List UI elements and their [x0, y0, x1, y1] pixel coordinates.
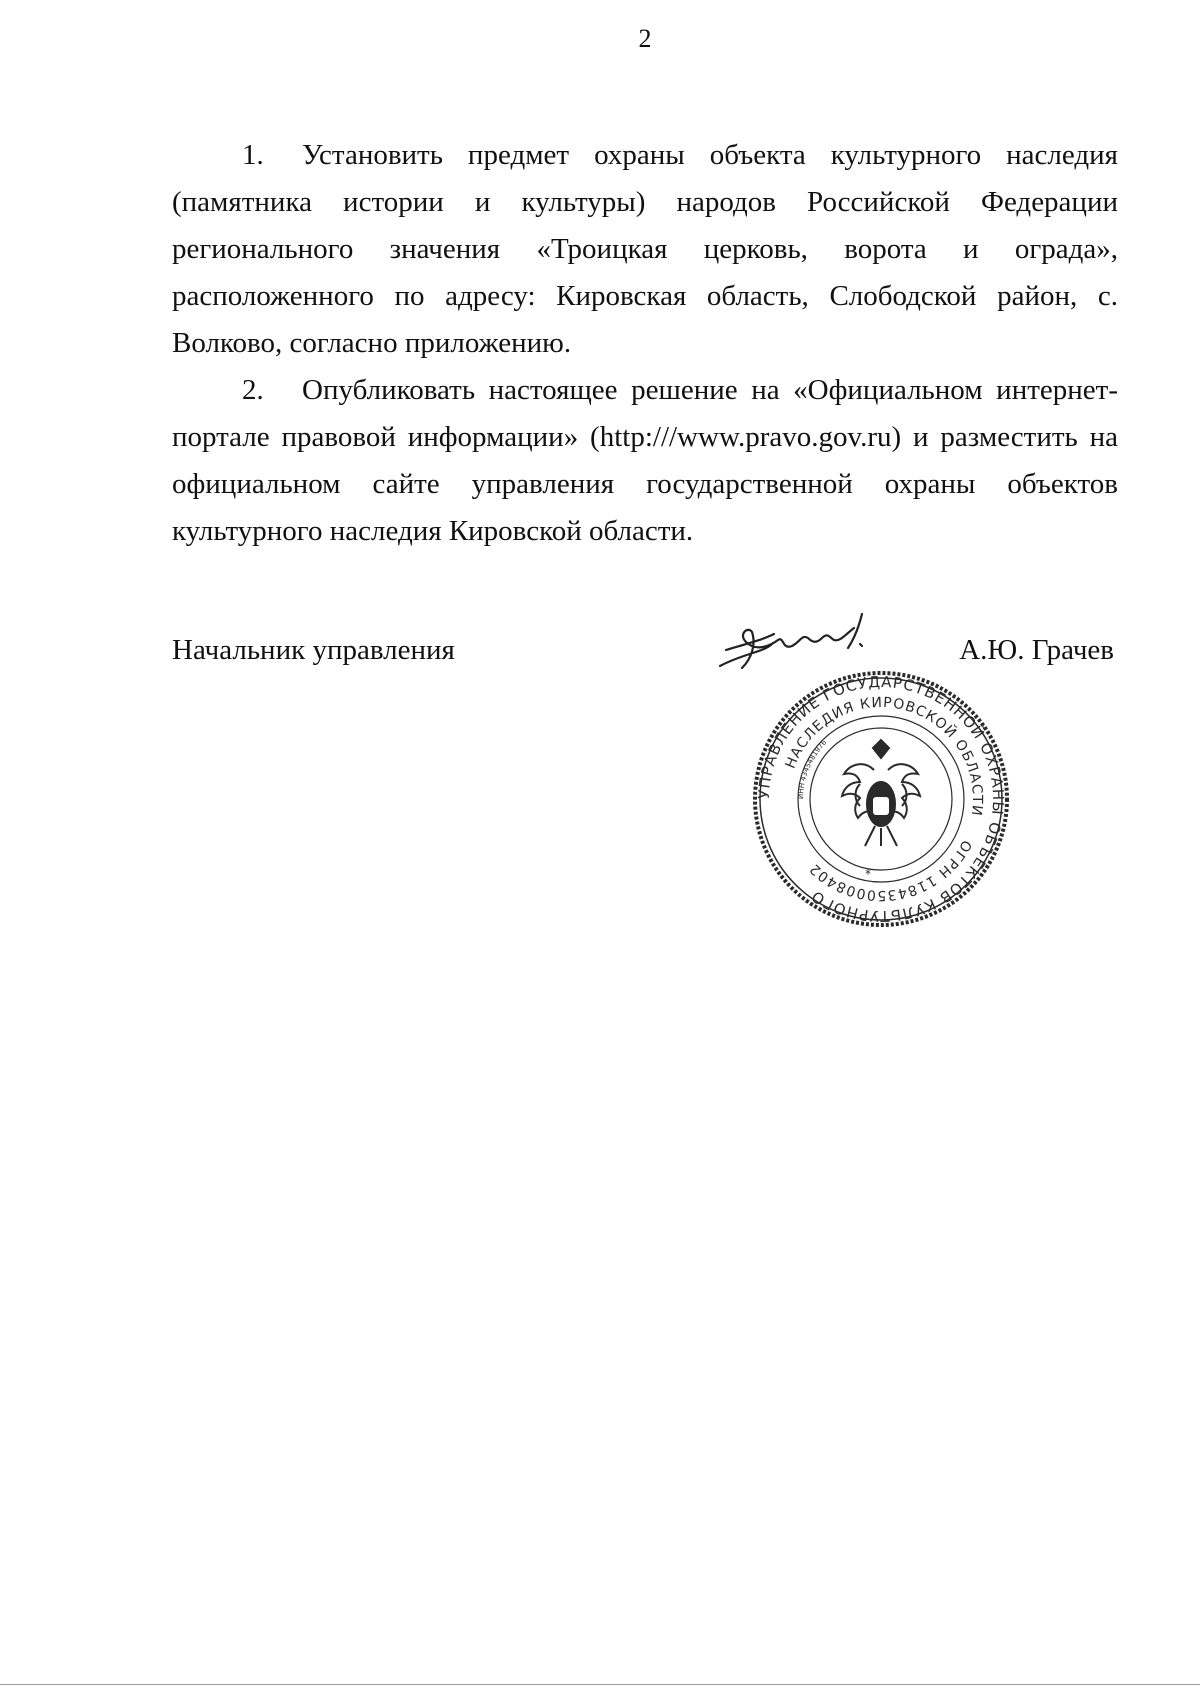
- official-seal: [748, 666, 1014, 932]
- svg-text:*: *: [865, 867, 871, 881]
- signer-name: А.Ю. Грачев: [959, 634, 1114, 666]
- signer-position: Начальник управления: [172, 634, 455, 666]
- seal-ogrn-text: ОГРН 1184350008402: [806, 837, 975, 904]
- seal-inn-text: ИНН 4345481976: [796, 738, 829, 800]
- paragraph-number: 2.: [242, 374, 264, 406]
- seal-outer-text: УПРАВЛЕНИЕ ГОСУДАРСТВЕННОЙ ОХРАНЫ ОБЪЕКТОВ КУЛЬТУРНОГО: [754, 672, 1008, 926]
- seal-inner-text: НАСЛЕДИЯ КИРОВСКОЙ ОБЛАСТИ: [782, 694, 986, 818]
- scan-edge-line: [0, 1684, 1200, 1685]
- decision-body: [172, 132, 1118, 555]
- page-number: 2: [638, 24, 652, 53]
- paragraph-1: [172, 132, 1118, 367]
- paragraph-number: 1.: [242, 139, 264, 171]
- paragraph-text: Опубликовать настоящее решение на «Официальном интернет-портале правовой информации» (http:///www.pravo.gov.ru) и разместить на официальном сайте управления государственной охраны объектов культурного наследия Кировской области.: [172, 374, 1118, 547]
- paragraph-2: [172, 367, 1118, 555]
- coat-of-arms-emblem: [842, 740, 920, 846]
- paragraph-text: Установить предмет охраны объекта культурного наследия (памятника истории и культуры) народов Российской Федерации регионального значения «Троицкая церковь, ворота и ограда», расположенного по адресу: Кировская область, Слободской район, с. Волково, согласно приложению.: [172, 139, 1118, 359]
